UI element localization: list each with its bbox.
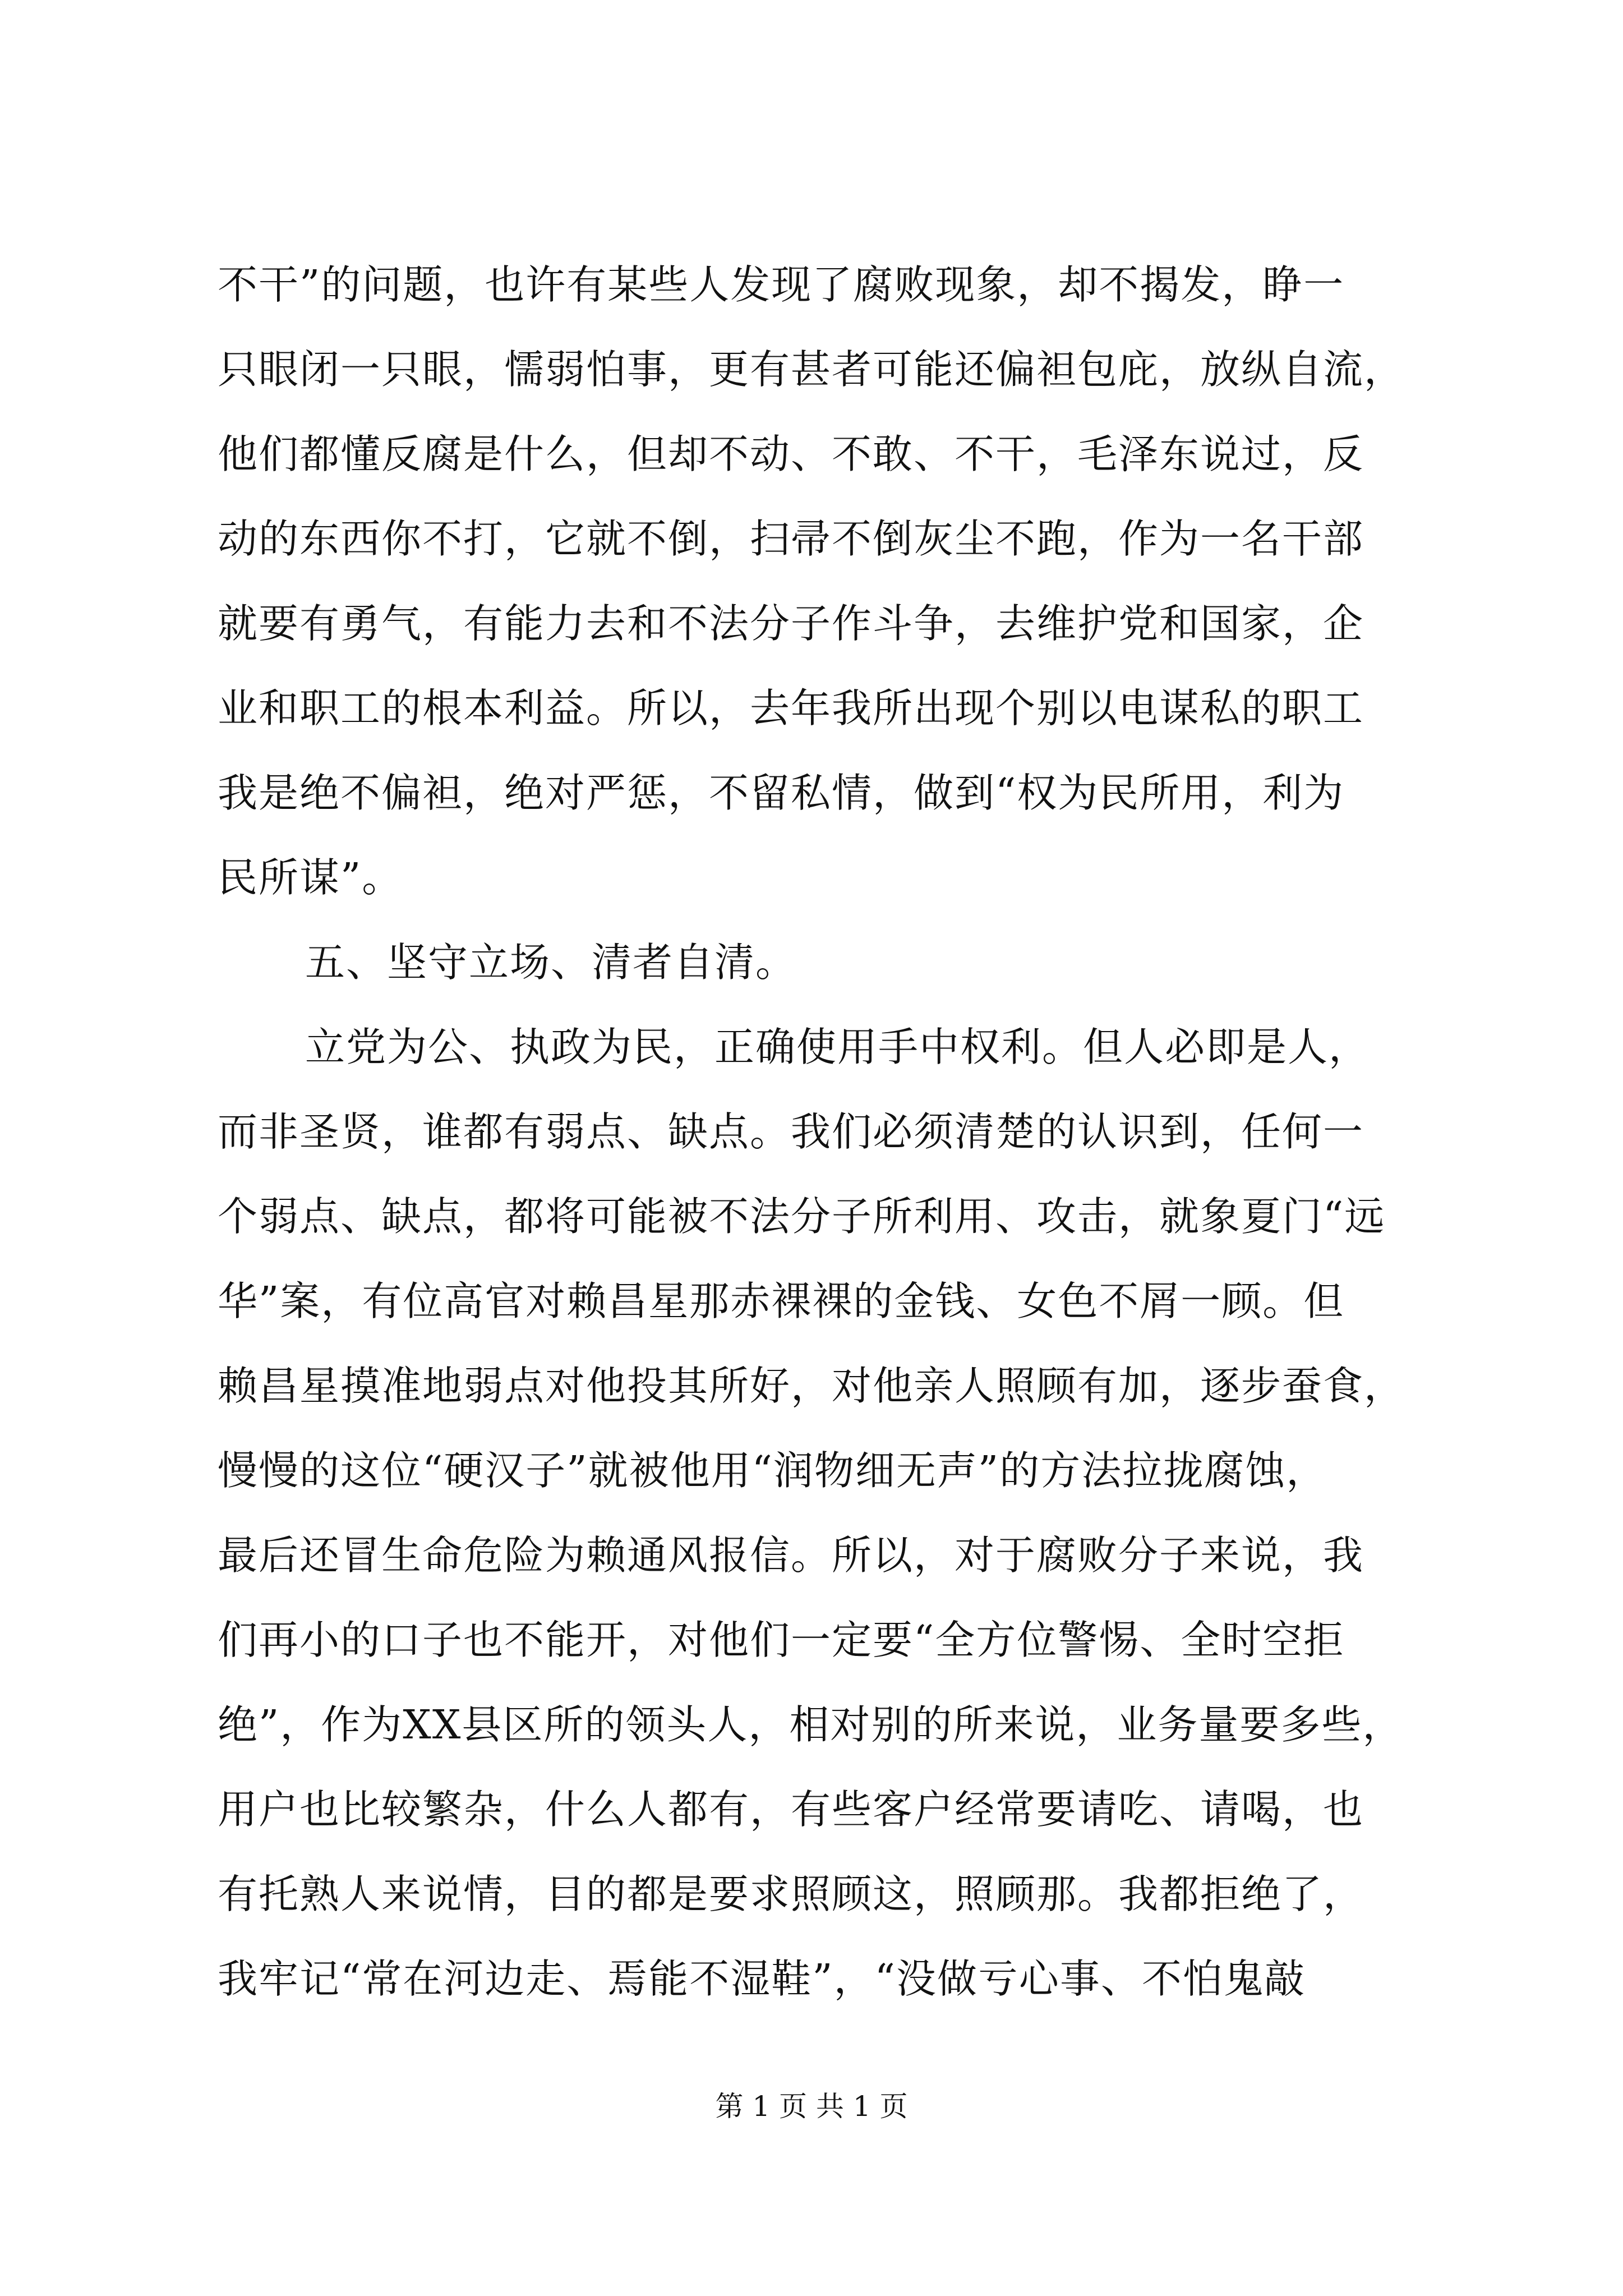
text-line: 不干”的问题，也许有某些人发现了腐败现象，却不揭发，睁一 bbox=[218, 261, 1345, 308]
text-line: 个弱点、缺点，都将可能被不法分子所利用、攻击，就象夏门“远 bbox=[218, 1193, 1386, 1240]
text-line: 最后还冒生命危险为赖通风报信。所以，对于腐败分子来说，我 bbox=[218, 1532, 1364, 1579]
text-line: 就要有勇气，有能力去和不法分子作斗争，去维护党和国家，企 bbox=[218, 600, 1364, 647]
text-line: 慢慢的这位“硬汉子”就被他用“润物细无声”的方法拉拢腐蚀， bbox=[218, 1447, 1327, 1494]
document-body bbox=[218, 242, 1423, 2021]
text-line: 们再小的口子也不能开，对他们一定要“全方位警惕、全时空拒 bbox=[218, 1617, 1345, 1663]
text-line: 而非圣贤，谁都有弱点、缺点。我们必须清楚的认识到，任何一 bbox=[218, 1108, 1364, 1155]
text-line: 用户也比较繁杂，什么人都有，有些客户经常要请吃、请喝，也 bbox=[218, 1786, 1364, 1833]
text-line: 绝”，作为XX县区所的领头人，相对别的所来说，业务量要多些， bbox=[218, 1701, 1404, 1748]
page-footer: 第 1 页 共 1 页 bbox=[715, 2090, 908, 2123]
text-line: 华”案，有位高官对赖昌星那赤裸裸的金钱、女色不屑一顾。但 bbox=[218, 1278, 1345, 1324]
text-line: 我是绝不偏袒，绝对严惩，不留私情，做到“权为民所用，利为 bbox=[218, 770, 1345, 816]
text-line: 五、坚守立场、清者自清。 bbox=[305, 939, 797, 986]
text-line: 民所谋”。 bbox=[218, 854, 403, 901]
text-line: 赖昌星摸准地弱点对他投其所好，对他亲人照顾有加，逐步蚕食， bbox=[218, 1363, 1405, 1409]
text-line: 有托熟人来说情，目的都是要求照顾这，照顾那。我都拒绝了， bbox=[218, 1871, 1364, 1917]
text-line: 只眼闭一只眼，懦弱怕事，更有甚者可能还偏袒包庇，放纵自流， bbox=[218, 346, 1405, 393]
text-line: 动的东西你不打，它就不倒，扫帚不倒灰尘不跑，作为一名干部 bbox=[218, 516, 1364, 562]
text-line: 我牢记“常在河边走、焉能不湿鞋”，“没做亏心事、不怕鬼敲 bbox=[218, 1955, 1306, 2002]
text-line: 他们都懂反腐是什么，但却不动、不敢、不干，毛泽东说过，反 bbox=[218, 431, 1364, 477]
text-line: 立党为公、执政为民，正确使用手中权利。但人必即是人， bbox=[305, 1024, 1370, 1070]
text-line: 业和职工的根本利益。所以，去年我所出现个别以电谋私的职工 bbox=[218, 685, 1364, 731]
